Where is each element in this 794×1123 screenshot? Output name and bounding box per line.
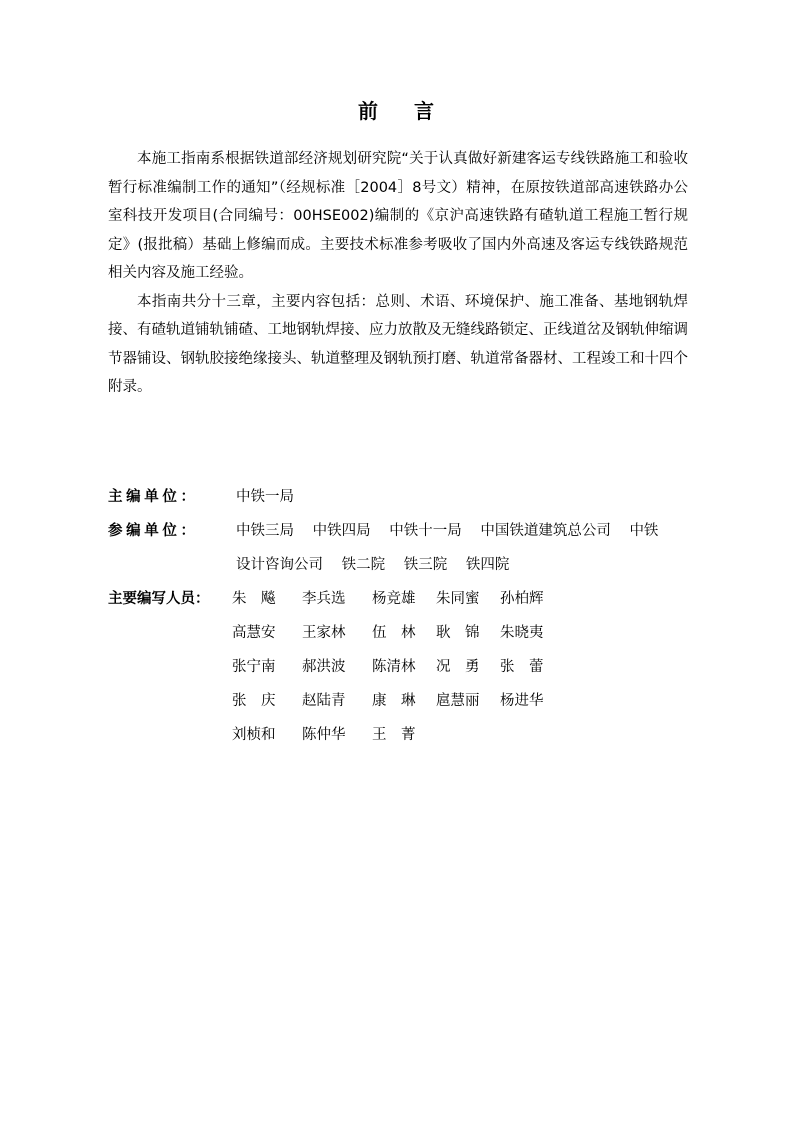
unit-item: 中铁 [629, 523, 659, 539]
writer-name: 伍 林 [372, 625, 416, 641]
chief-unit-value: 中铁一局 [236, 489, 294, 505]
chief-unit-row [108, 480, 698, 514]
writers-row-2 [108, 616, 698, 650]
paragraph-1: 本施工指南系根据铁道部经济规划研究院“关于认真做好新建客运专线铁路施工和验收暂行标准编制工作的通知”（经规标准［2004］8号文）精神，在原按铁道部高速铁路办公室科技开发项目(合同编号：00HSE002)编制的《京沪高速铁路有碴轨道工程施工暂行规定》(报批稿）基础上修编而成。主要技术标准参考吸收了国内外高速及客运专线铁路规范相关内容及施工经验。 [108, 151, 688, 281]
writer-name: 陈清林 [372, 659, 416, 675]
participating-units-line-1 [236, 514, 658, 548]
writer-name: 杨进华 [500, 693, 544, 709]
writers-names [232, 650, 570, 684]
writer-name: 郝洪波 [302, 659, 346, 675]
writer-name: 张 庆 [232, 693, 276, 709]
writer-name: 孙柏辉 [500, 591, 544, 607]
writers-row-4 [108, 684, 698, 718]
page-title [0, 95, 794, 124]
writer-name: 张 蕾 [500, 659, 544, 675]
chief-unit-label: 主编单位： [108, 489, 199, 505]
writers-row-3 [108, 650, 698, 684]
preface-body [108, 145, 688, 402]
writers-row-5 [108, 718, 698, 752]
writer-name: 高慧安 [232, 625, 276, 641]
participating-units-label: 参编单位： [108, 523, 199, 539]
writers-names [232, 684, 570, 718]
unit-item: 中铁四局 [312, 523, 371, 539]
unit-item: 中国铁道建筑总公司 [480, 523, 611, 539]
writer-name: 朱同蜜 [436, 591, 480, 607]
writer-name: 张宁南 [232, 659, 276, 675]
participating-units-row [108, 514, 698, 548]
participating-units-row-2 [108, 548, 698, 582]
writer-name: 陈仲华 [302, 727, 346, 743]
title-part-2: 言 [414, 99, 436, 123]
writer-name: 朱晓夷 [500, 625, 544, 641]
writer-name: 王家林 [302, 625, 346, 641]
writer-name: 朱 飚 [232, 591, 276, 607]
writers-label: 主要编写人员： [108, 591, 210, 607]
writer-name: 赵陆青 [302, 693, 346, 709]
credits-section [108, 480, 698, 752]
title-part-1: 前 [358, 99, 380, 123]
writer-name: 王 菁 [372, 727, 416, 743]
writer-name: 扈慧丽 [436, 693, 480, 709]
writer-name: 耿 锦 [436, 625, 480, 641]
writers-names [232, 616, 570, 650]
writer-name: 杨竞雄 [372, 591, 416, 607]
unit-item: 铁三院 [403, 557, 448, 573]
unit-item: 中铁三局 [236, 523, 294, 539]
unit-item: 中铁十一局 [389, 523, 462, 539]
writers-row-1 [108, 582, 698, 616]
unit-item: 设计咨询公司 [236, 557, 323, 573]
writer-name: 况 勇 [436, 659, 480, 675]
writers-names [232, 582, 570, 616]
unit-item: 铁四院 [465, 557, 510, 573]
participating-units-line-2 [236, 548, 509, 582]
writers-names [232, 718, 436, 752]
paragraph-2: 本指南共分十三章，主要内容包括：总则、术语、环境保护、施工准备、基地钢轨焊接、有碴轨道铺轨铺碴、工地钢轨焊接、应力放散及无缝线路锁定、正线道岔及钢轨伸缩调节器铺设、钢轨胶接绝缘接头、轨道整理及钢轨预打磨、轨道常备器材、工程竣工和十四个附录。 [108, 293, 688, 395]
writer-name: 康 琳 [372, 693, 416, 709]
writer-name: 刘桢和 [232, 727, 276, 743]
unit-item: 铁二院 [341, 557, 386, 573]
writer-name: 李兵选 [302, 591, 346, 607]
